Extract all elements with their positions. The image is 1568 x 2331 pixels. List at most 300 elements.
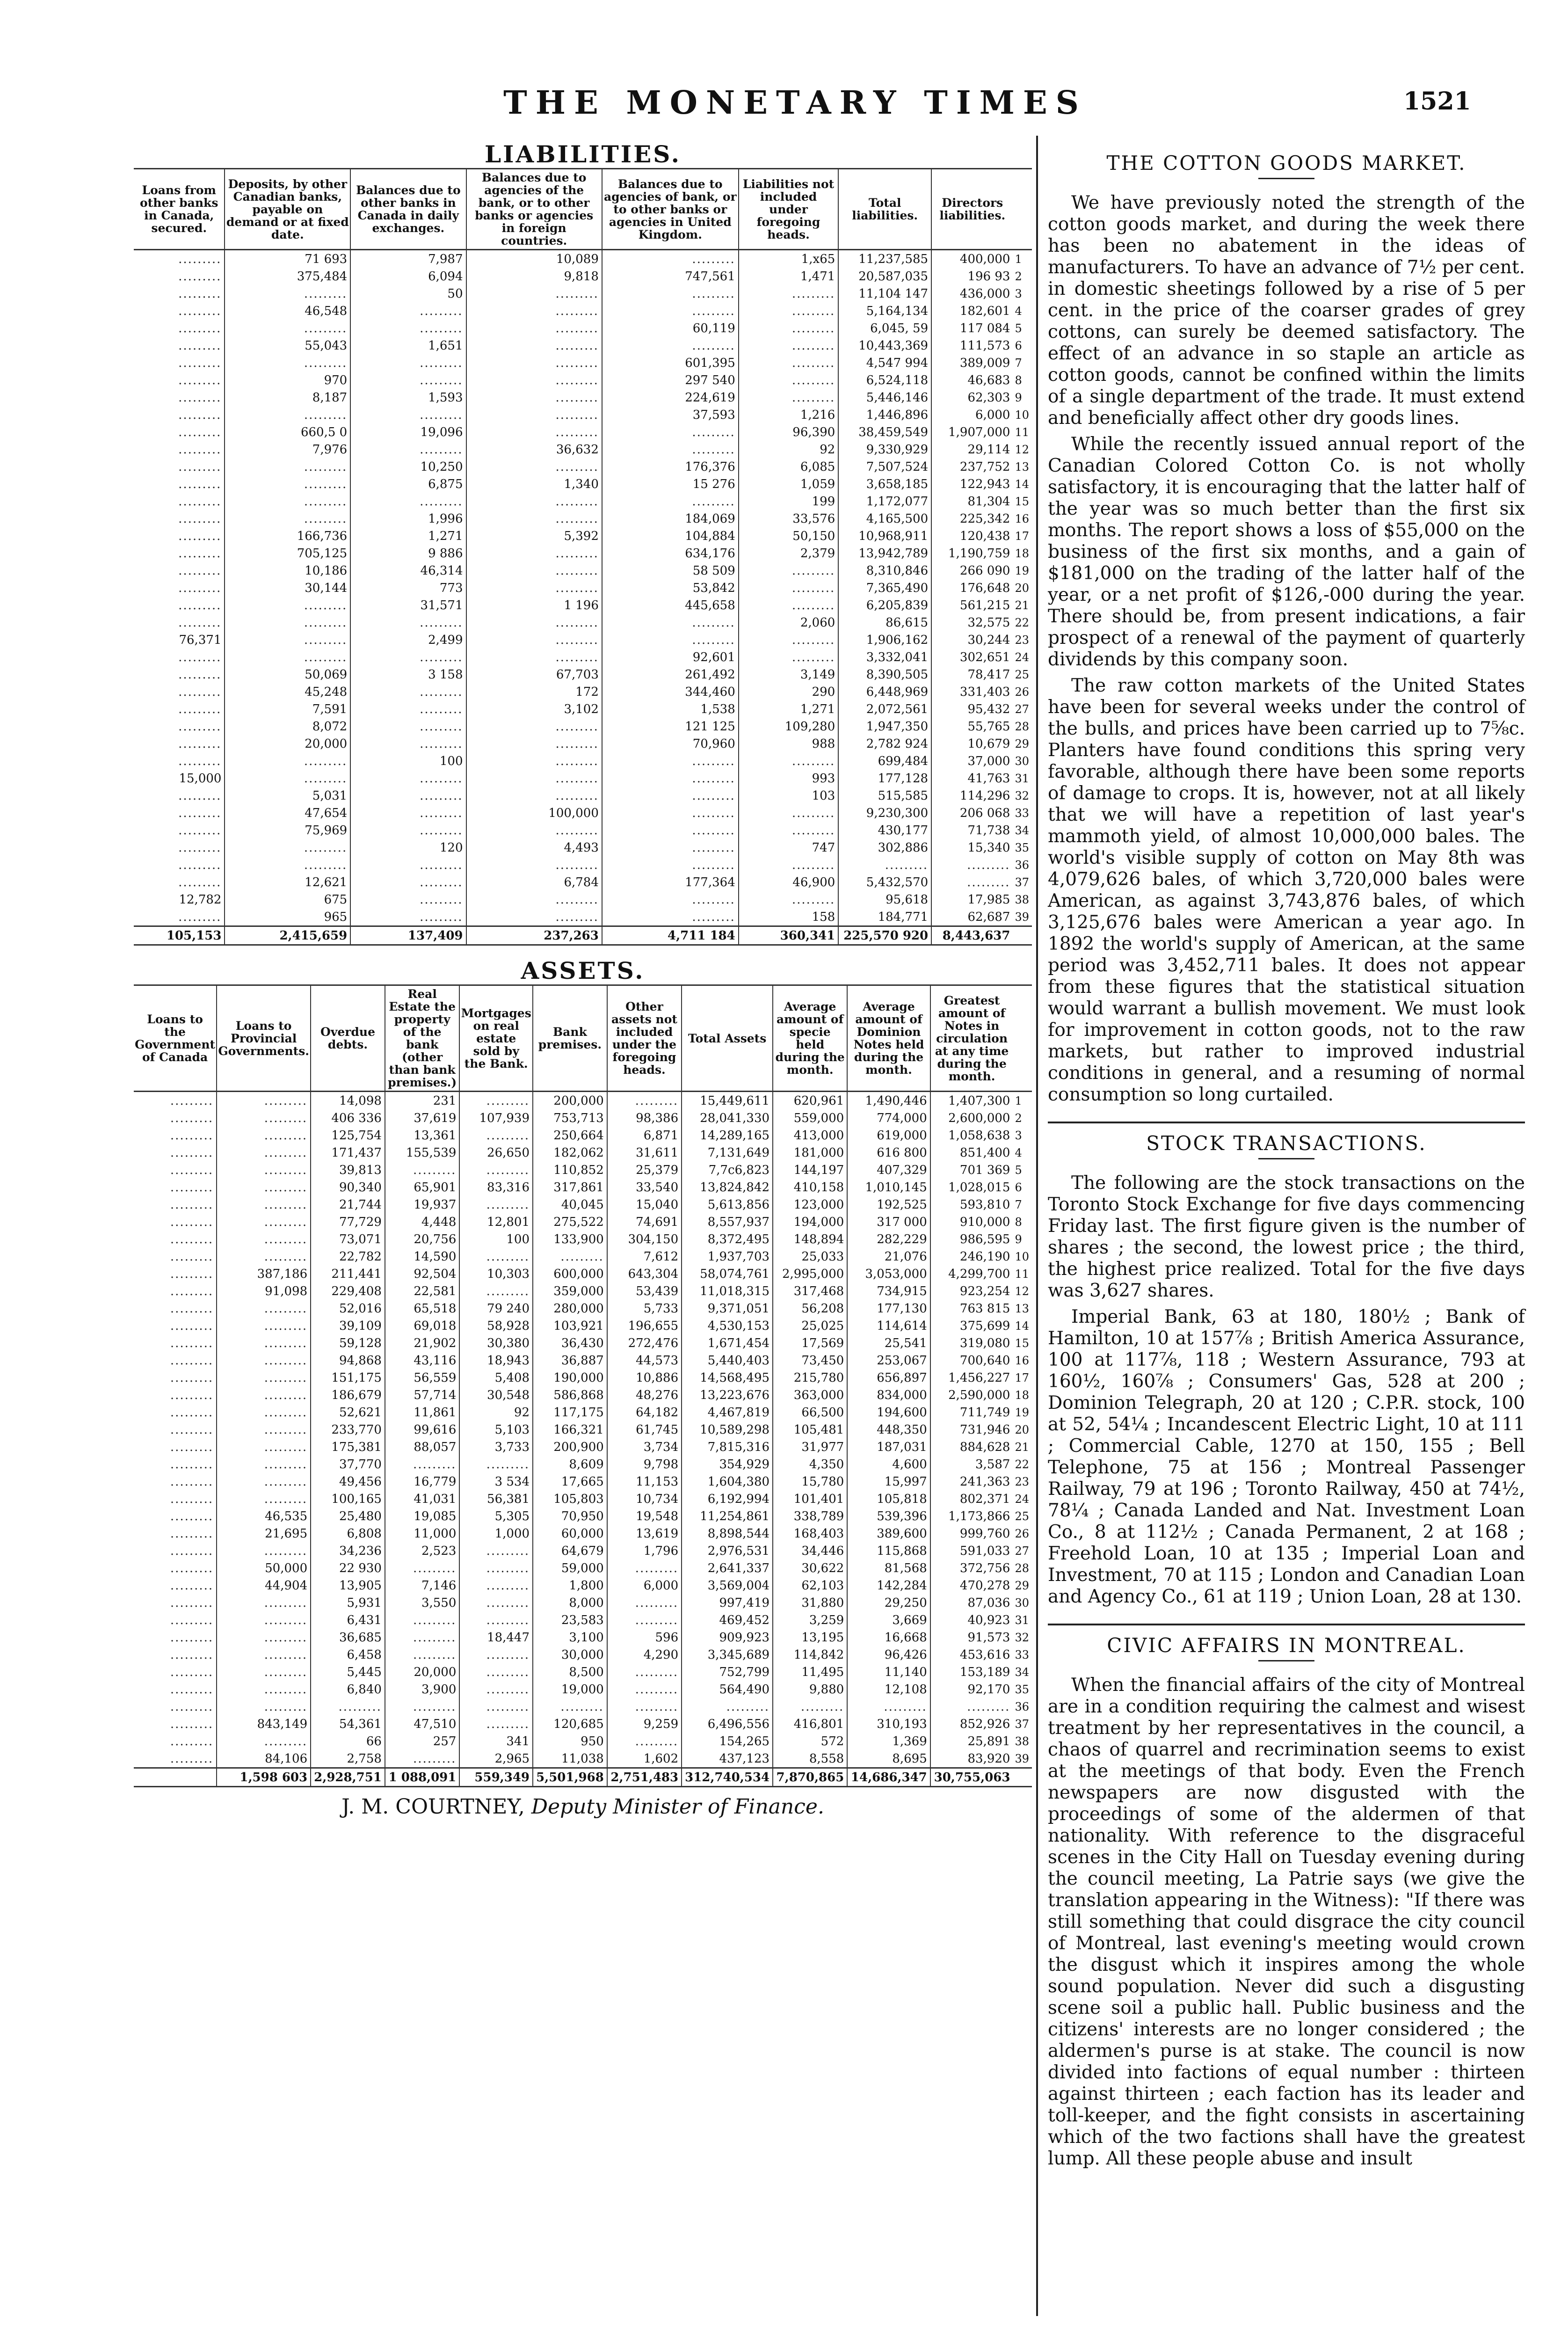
table-row xyxy=(134,1611,1032,1629)
row-number xyxy=(1013,1768,1032,1787)
table-cell: 120,438 xyxy=(931,527,1013,545)
table-cell: 58,074,761 xyxy=(682,1265,773,1282)
table-cell: 13,824,842 xyxy=(682,1179,773,1196)
table-cell: 2,590,000 xyxy=(930,1386,1013,1404)
total-cell: 225,570 920 xyxy=(838,926,931,945)
table-cell xyxy=(217,1161,311,1179)
table-cell xyxy=(350,822,466,839)
table-cell: 25,025 xyxy=(773,1317,847,1334)
leader-dots: ......... xyxy=(264,1232,308,1246)
table-cell xyxy=(134,1594,217,1611)
table-row xyxy=(134,1456,1032,1473)
table-cell xyxy=(739,631,839,648)
table-cell: 37,619 xyxy=(385,1109,459,1127)
table-cell: 46,535 xyxy=(217,1508,311,1525)
table-cell xyxy=(217,1386,311,1404)
leader-dots: ......... xyxy=(555,546,599,561)
leader-dots: ......... xyxy=(170,1474,214,1489)
table-cell: 656,897 xyxy=(847,1369,930,1386)
table-cell: 101,401 xyxy=(773,1490,847,1508)
table-cell: 12,782 xyxy=(179,892,222,907)
row-number: 7 xyxy=(1015,1198,1022,1211)
table-cell xyxy=(134,1733,217,1750)
table-cell xyxy=(739,285,839,302)
table-cell: 1,456,227 xyxy=(930,1369,1013,1386)
table-cell: 47,510 xyxy=(385,1715,459,1733)
table-cell: 55,043 xyxy=(225,337,350,354)
table-cell: 6,840 xyxy=(311,1681,385,1698)
leader-dots: ......... xyxy=(420,373,463,387)
table-cell: 196 93 xyxy=(931,268,1013,285)
table-cell: 142,284 xyxy=(847,1577,930,1594)
assets-column-header: Real Estate the property of the bank (other than bank premises.) xyxy=(385,985,459,1092)
table-cell xyxy=(134,337,225,354)
leader-dots: ......... xyxy=(178,910,222,924)
table-cell: 114,296 xyxy=(931,787,1013,804)
table-cell: 7,591 xyxy=(225,700,350,718)
leader-dots: ......... xyxy=(264,1682,308,1697)
table-cell: 731,946 xyxy=(930,1421,1013,1438)
table-row xyxy=(134,268,1032,285)
table-cell: 31,977 xyxy=(773,1438,847,1456)
table-cell: 620,961 xyxy=(773,1092,847,1110)
table-cell: 120,685 xyxy=(533,1715,607,1733)
table-cell: 71,738 xyxy=(931,822,1013,839)
table-cell xyxy=(134,579,225,597)
table-cell: 7,365,490 xyxy=(838,579,931,597)
assets-header-row xyxy=(134,985,1032,1092)
table-row xyxy=(134,752,1032,770)
table-cell xyxy=(773,1698,847,1715)
leader-dots: ......... xyxy=(486,1163,530,1177)
table-cell xyxy=(217,1248,311,1265)
table-cell xyxy=(602,441,739,458)
leader-dots: ......... xyxy=(555,858,599,872)
table-cell: 699,484 xyxy=(838,752,931,770)
leader-dots: ......... xyxy=(264,1457,308,1471)
table-cell: 400,000 xyxy=(931,250,1013,268)
table-cell xyxy=(466,787,602,804)
table-cell: 65,518 xyxy=(385,1300,459,1317)
table-cell: 8,898,544 xyxy=(682,1525,773,1542)
table-cell xyxy=(459,1715,533,1733)
row-number: 7 xyxy=(1015,356,1022,370)
leader-dots: ......... xyxy=(170,1509,214,1523)
row-number: 21 xyxy=(1015,598,1029,612)
table-cell: 14,568,495 xyxy=(682,1369,773,1386)
table-row xyxy=(134,1663,1032,1681)
row-number: 22 xyxy=(1015,1457,1029,1471)
table-cell: 1,796 xyxy=(607,1542,682,1559)
table-cell: 122,943 xyxy=(931,475,1013,493)
leader-dots: ......... xyxy=(264,1318,308,1333)
signature-line xyxy=(134,1795,1032,1819)
row-number: 2 xyxy=(1015,270,1022,283)
table-row xyxy=(134,839,1032,856)
leader-dots: ......... xyxy=(420,736,463,751)
table-cell: 272,476 xyxy=(607,1334,682,1352)
table-cell: 166,321 xyxy=(533,1421,607,1438)
leader-dots: ......... xyxy=(555,286,599,301)
table-row xyxy=(134,683,1032,700)
table-cell: 103 xyxy=(739,787,839,804)
table-cell: 13,361 xyxy=(385,1127,459,1144)
assets-column-header: Bank premises. xyxy=(533,985,607,1092)
table-cell: 73,450 xyxy=(773,1352,847,1369)
table-cell xyxy=(459,1559,533,1577)
table-cell: 151,175 xyxy=(311,1369,385,1386)
table-cell: 21,076 xyxy=(847,1248,930,1265)
table-cell: 5,446,146 xyxy=(838,389,931,406)
table-cell: 11,140 xyxy=(847,1663,930,1681)
leader-dots: ......... xyxy=(264,1215,308,1229)
table-cell xyxy=(466,718,602,735)
table-cell: 50,000 xyxy=(217,1559,311,1577)
leader-dots: ......... xyxy=(178,702,222,716)
leader-dots: ......... xyxy=(178,477,222,491)
row-number: 30 xyxy=(1015,1596,1029,1610)
leader-dots: ......... xyxy=(692,494,735,509)
table-cell: 30,548 xyxy=(459,1386,533,1404)
table-cell: 39,813 xyxy=(311,1161,385,1179)
table-cell: 4,600 xyxy=(847,1456,930,1473)
table-cell: 923,254 xyxy=(930,1282,1013,1300)
table-cell: 8,072 xyxy=(225,718,350,735)
table-row xyxy=(134,545,1032,562)
table-cell: 5,305 xyxy=(459,1508,533,1525)
table-cell xyxy=(385,1559,459,1577)
leader-dots: ......... xyxy=(170,1301,214,1316)
table-cell xyxy=(217,1456,311,1473)
table-cell: 64,182 xyxy=(607,1404,682,1421)
table-cell: 3 158 xyxy=(350,666,466,683)
leader-dots: ......... xyxy=(791,321,835,335)
table-cell xyxy=(217,1490,311,1508)
table-cell: 66,500 xyxy=(773,1404,847,1421)
table-cell: 10,968,911 xyxy=(838,527,931,545)
table-cell xyxy=(225,510,350,527)
table-cell: 100,000 xyxy=(466,804,602,822)
table-cell xyxy=(225,614,350,631)
row-number: 36 xyxy=(1015,858,1029,872)
total-cell: 360,341 xyxy=(739,926,839,945)
table-cell: 37,770 xyxy=(311,1456,385,1473)
leader-dots: ......... xyxy=(555,581,599,595)
table-cell xyxy=(931,874,1013,891)
leader-dots: ......... xyxy=(264,1370,308,1385)
signature-title: Deputy Minister of Finance. xyxy=(531,1795,824,1819)
table-cell xyxy=(350,891,466,908)
table-cell: 8,557,937 xyxy=(682,1213,773,1231)
leader-dots: ......... xyxy=(486,1578,530,1593)
table-cell xyxy=(134,441,225,458)
leader-dots: ......... xyxy=(170,1630,214,1645)
leader-dots: ......... xyxy=(555,390,599,405)
table-cell: 660,5 0 xyxy=(225,423,350,441)
table-cell: 55,765 xyxy=(931,718,1013,735)
table-cell: 1,028,015 xyxy=(930,1179,1013,1196)
total-cell: 2,751,483 xyxy=(607,1768,682,1787)
leader-dots: ......... xyxy=(413,1699,457,1714)
row-number: 39 xyxy=(1015,910,1029,924)
table-cell: 229,408 xyxy=(311,1282,385,1300)
table-cell: 84,106 xyxy=(217,1750,311,1768)
table-row xyxy=(134,1438,1032,1456)
table-cell xyxy=(134,1179,217,1196)
table-cell xyxy=(350,683,466,700)
table-cell xyxy=(350,874,466,891)
leader-dots: ......... xyxy=(170,1544,214,1558)
table-cell: 48,276 xyxy=(607,1386,682,1404)
table-cell: 1,538 xyxy=(602,700,739,718)
leader-dots: ......... xyxy=(420,408,463,422)
table-cell: 37,593 xyxy=(602,406,739,423)
leader-dots: ......... xyxy=(791,373,835,387)
table-cell: 3,550 xyxy=(385,1594,459,1611)
table-cell xyxy=(134,908,225,926)
assets-table xyxy=(134,984,1032,1787)
total-cell: 237,263 xyxy=(466,926,602,945)
table-cell xyxy=(134,1352,217,1369)
table-cell: 123,000 xyxy=(773,1196,847,1213)
table-cell: 341 xyxy=(459,1733,533,1750)
table-cell xyxy=(134,700,225,718)
table-cell: 168,403 xyxy=(773,1525,847,1542)
leader-dots: ......... xyxy=(486,1613,530,1627)
table-cell: 60,119 xyxy=(602,320,739,337)
leader-dots: ......... xyxy=(692,252,735,266)
table-cell xyxy=(739,389,839,406)
table-cell: 1,369 xyxy=(847,1733,930,1750)
leader-dots: ......... xyxy=(420,806,463,820)
table-cell: 15,340 xyxy=(931,839,1013,856)
table-cell: 586,868 xyxy=(533,1386,607,1404)
leader-dots: ......... xyxy=(178,511,222,526)
leader-dots: ......... xyxy=(555,719,599,734)
leader-dots: ......... xyxy=(170,1561,214,1575)
table-row xyxy=(134,1179,1032,1196)
assets-column-header: Mortgages on real estate sold by the Bank. xyxy=(459,985,533,1092)
table-cell: 57,714 xyxy=(385,1386,459,1404)
table-cell: 6,871 xyxy=(607,1127,682,1144)
leader-dots: ......... xyxy=(338,1699,382,1714)
table-row xyxy=(134,1559,1032,1577)
table-cell: 13,905 xyxy=(311,1577,385,1594)
table-cell: 7,131,649 xyxy=(682,1144,773,1161)
leader-dots: ......... xyxy=(791,581,835,595)
leader-dots: ......... xyxy=(264,1613,308,1627)
table-cell xyxy=(134,1092,217,1110)
table-cell: 6,192,994 xyxy=(682,1490,773,1508)
table-cell: 58 509 xyxy=(602,562,739,579)
table-cell: 224,619 xyxy=(602,389,739,406)
table-cell: 111,573 xyxy=(931,337,1013,354)
assets-column-header: Overdue debts. xyxy=(311,985,385,1092)
table-cell: 36,685 xyxy=(311,1629,385,1646)
leader-dots: ......... xyxy=(555,754,599,768)
table-cell: 18,943 xyxy=(459,1352,533,1369)
leader-dots: ......... xyxy=(264,1699,308,1714)
table-cell: 257 xyxy=(385,1733,459,1750)
table-row xyxy=(134,1144,1032,1161)
table-cell xyxy=(225,475,350,493)
table-row xyxy=(134,1092,1032,1110)
table-cell: 747 xyxy=(739,839,839,856)
table-cell: 30,000 xyxy=(533,1646,607,1663)
table-cell xyxy=(225,493,350,510)
table-cell: 6,205,839 xyxy=(838,597,931,614)
row-number: 3 xyxy=(1015,1129,1022,1142)
table-cell: 11,038 xyxy=(533,1750,607,1768)
table-cell xyxy=(350,804,466,822)
table-cell xyxy=(134,1369,217,1386)
table-cell: 3,102 xyxy=(466,700,602,718)
table-cell xyxy=(134,1750,217,1768)
table-cell: 280,000 xyxy=(533,1300,607,1317)
table-cell: 2,995,000 xyxy=(773,1265,847,1282)
leader-dots: ......... xyxy=(560,1249,604,1264)
row-number: 15 xyxy=(1015,495,1029,508)
row-number: 11 xyxy=(1015,1267,1029,1281)
table-row xyxy=(134,735,1032,752)
table-cell: 41,031 xyxy=(385,1490,459,1508)
table-cell xyxy=(350,614,466,631)
table-cell: 73,071 xyxy=(311,1231,385,1248)
leader-dots: ......... xyxy=(791,304,835,318)
table-cell: 1,593 xyxy=(350,389,466,406)
article-title: CIVIC AFFAIRS IN MONTREAL. xyxy=(1107,1634,1466,1657)
table-cell: 25,480 xyxy=(311,1508,385,1525)
table-cell: 37,000 xyxy=(931,752,1013,770)
leader-dots: ......... xyxy=(420,321,463,335)
table-cell: 9,230,300 xyxy=(838,804,931,822)
table-cell xyxy=(533,1698,607,1715)
table-cell: 65,901 xyxy=(385,1179,459,1196)
leader-dots: ......... xyxy=(178,806,222,820)
table-cell: 56,208 xyxy=(773,1300,847,1317)
table-cell xyxy=(607,1559,682,1577)
table-cell: 100 xyxy=(350,752,466,770)
table-cell: 39,109 xyxy=(311,1317,385,1334)
leader-dots: ......... xyxy=(264,1544,308,1558)
table-cell: 6,000 xyxy=(931,406,1013,423)
leader-dots: ......... xyxy=(170,1422,214,1437)
table-cell: 60,000 xyxy=(533,1525,607,1542)
masthead-title: THE MONETARY TIMES xyxy=(503,84,1087,122)
table-cell xyxy=(350,354,466,372)
table-cell: 33,576 xyxy=(739,510,839,527)
table-cell: 1,x65 xyxy=(739,250,839,268)
table-cell: 910,000 xyxy=(930,1213,1013,1231)
total-cell: 30,755,063 xyxy=(930,1768,1013,1787)
leader-dots: ......... xyxy=(420,702,463,716)
table-cell: 30,244 xyxy=(931,631,1013,648)
table-cell xyxy=(217,1663,311,1681)
table-cell: 46,900 xyxy=(739,874,839,891)
table-cell: 1,173,866 xyxy=(930,1508,1013,1525)
table-cell: 406 336 xyxy=(311,1109,385,1127)
table-cell xyxy=(739,648,839,666)
table-cell xyxy=(350,493,466,510)
assets-column-header: Average amount of specie held during the month. xyxy=(773,985,847,1092)
table-cell xyxy=(602,493,739,510)
table-cell: 675 xyxy=(225,891,350,908)
leader-dots: ......... xyxy=(635,1665,679,1679)
table-row xyxy=(134,1490,1032,1508)
row-number: 5 xyxy=(1015,321,1022,335)
table-cell: 177,128 xyxy=(838,770,931,787)
table-cell xyxy=(607,1733,682,1750)
assets-column-header: Loans to Provincial Governments. xyxy=(217,985,311,1092)
leader-dots: ......... xyxy=(791,754,835,768)
table-cell: 95,432 xyxy=(931,700,1013,718)
leader-dots: ......... xyxy=(486,1249,530,1264)
table-cell: 643,304 xyxy=(607,1265,682,1282)
table-cell: 215,780 xyxy=(773,1369,847,1386)
table-cell: 448,350 xyxy=(847,1421,930,1438)
table-cell xyxy=(466,354,602,372)
table-cell: 16,668 xyxy=(847,1629,930,1646)
table-cell xyxy=(602,423,739,441)
table-cell: 31,571 xyxy=(350,597,466,614)
table-cell: 10,250 xyxy=(350,458,466,475)
leader-dots: ......... xyxy=(178,252,222,266)
table-cell xyxy=(134,1715,217,1733)
leader-dots: ......... xyxy=(486,1595,530,1610)
table-cell: 700,640 xyxy=(930,1352,1013,1369)
signature-name: J. M. COURTNEY, xyxy=(341,1795,525,1819)
assets-body xyxy=(134,1092,1032,1787)
table-cell xyxy=(466,735,602,752)
article-title: STOCK TRANSACTIONS. xyxy=(1146,1132,1427,1155)
leader-dots: ......... xyxy=(170,1128,214,1143)
table-cell xyxy=(134,597,225,614)
leader-dots: ......... xyxy=(635,1595,679,1610)
leader-dots: ......... xyxy=(420,615,463,630)
table-cell: 701 369 xyxy=(930,1161,1013,1179)
table-cell: 1,172,077 xyxy=(838,493,931,510)
table-cell: 177,130 xyxy=(847,1300,930,1317)
leader-dots: ......... xyxy=(170,1197,214,1212)
leader-dots: ......... xyxy=(413,1457,457,1471)
table-cell: 834,000 xyxy=(847,1386,930,1404)
table-cell xyxy=(225,770,350,787)
assets-rownum-header xyxy=(1013,985,1032,1092)
table-cell xyxy=(134,302,225,320)
table-cell: 40,923 xyxy=(930,1611,1013,1629)
total-cell: 7,870,865 xyxy=(773,1768,847,1787)
table-cell xyxy=(385,1646,459,1663)
leader-dots: ......... xyxy=(170,1613,214,1627)
row-number: 15 xyxy=(1015,1336,1029,1350)
leader-dots: ......... xyxy=(885,858,929,872)
table-cell xyxy=(217,1092,311,1110)
leader-dots: ......... xyxy=(170,1457,214,1471)
table-row xyxy=(134,1231,1032,1248)
table-row xyxy=(134,1629,1032,1646)
leader-dots: ......... xyxy=(486,1544,530,1558)
leader-dots: ......... xyxy=(170,1595,214,1610)
table-row xyxy=(134,1733,1032,1750)
table-cell: 17,665 xyxy=(533,1473,607,1490)
table-cell xyxy=(739,302,839,320)
table-cell xyxy=(134,1300,217,1317)
total-cell: 137,409 xyxy=(350,926,466,945)
table-cell xyxy=(466,545,602,562)
table-cell xyxy=(217,1317,311,1334)
table-row xyxy=(134,631,1032,648)
leader-dots: ......... xyxy=(692,338,735,353)
